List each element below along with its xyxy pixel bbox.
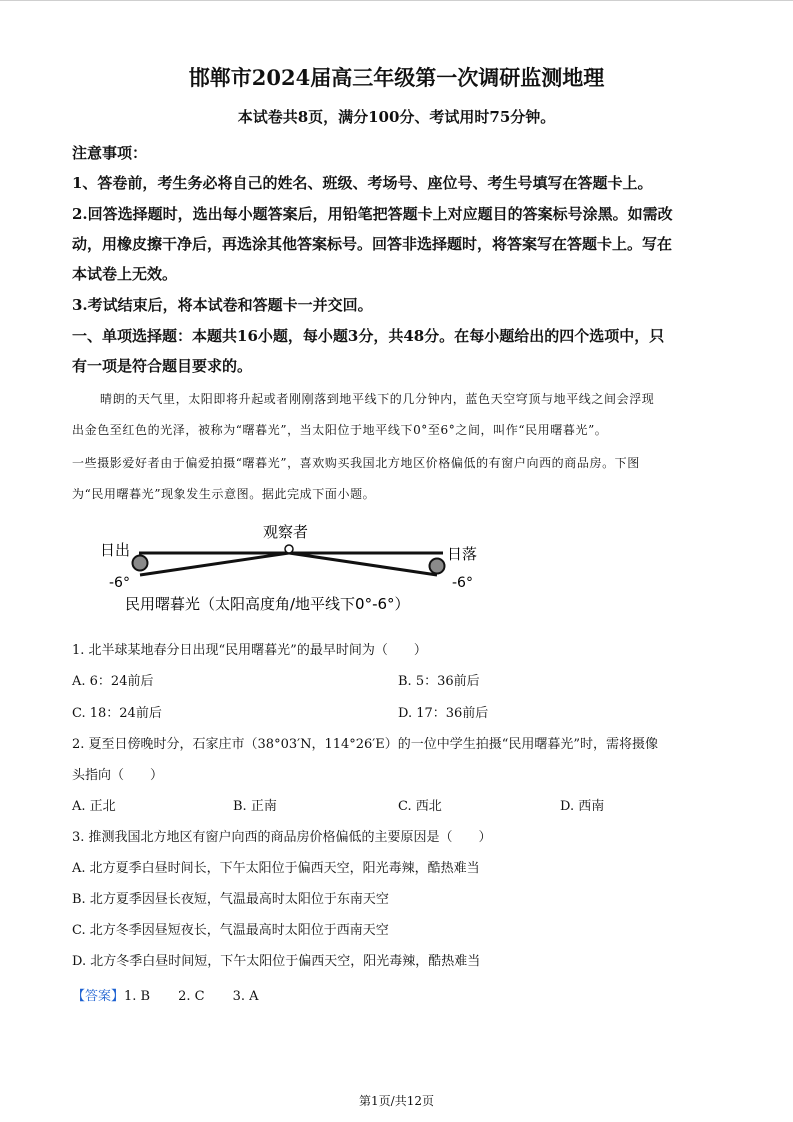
left-depression-line	[140, 553, 289, 575]
page-subtitle: 本试卷共8页，满分100分、考试用时75分钟。	[237, 108, 556, 126]
answer-2: 2. C	[178, 989, 205, 1004]
right-angle-label: -6°	[452, 575, 473, 591]
question-3-stem: 3. 推测我国北方地区有窗户向西的商品房价格偏低的主要原因是（ ）	[72, 830, 492, 845]
intro-line-3: 一些摄影爱好者由于偏爱拍摄“曙暮光”，喜欢购买我国北方地区价格偏低的有窗户向西的商品房。下图	[72, 456, 640, 470]
notes-item-2-line-1: 2.回答选择题时，选出每小题答案后，用铅笔把答题卡上对应题目的答案标号涂黑。如需改	[72, 205, 673, 223]
observer-label: 观察者	[263, 523, 309, 541]
answer-label: 【答案】	[72, 989, 125, 1004]
observer-point-icon	[285, 545, 293, 553]
notes-item-1: 1、答卷前，考生务必将自己的姓名、班级、考场号、座位号、考生号填写在答题卡上。	[72, 174, 653, 192]
twilight-diagram	[95, 515, 505, 620]
right-depression-line	[289, 553, 437, 575]
intro-line-1: 晴朗的天气里，太阳即将升起或者刚刚落到地平线下的几分钟内，蓝色天空穹顶与地平线之间会浮现	[100, 392, 655, 406]
question-3-option-b: B. 北方夏季因昼长夜短，气温最高时太阳位于东南天空	[72, 892, 389, 907]
question-2-option-c: C. 西北	[398, 799, 442, 814]
question-3-option-a: A. 北方夏季白昼时间长，下午太阳位于偏西天空，阳光毒辣，酷热难当	[72, 861, 480, 876]
intro-line-2: 出金色至红色的光泽，被称为“曙暮光”，当太阳位于地平线下0°至6°之间，叫作“民用曙暮光”。	[72, 423, 608, 437]
left-angle-label: -6°	[109, 575, 130, 591]
question-1-option-a: A. 6：24前后	[72, 674, 154, 689]
question-2-option-a: A. 正北	[72, 799, 116, 814]
question-3-option-d: D. 北方冬季白昼时间短，下午太阳位于偏西天空，阳光毒辣，酷热难当	[72, 954, 481, 969]
section-heading-line-2: 有一项是符合题目要求的。	[72, 357, 253, 375]
answer-1: 1. B	[124, 989, 151, 1004]
notes-heading: 注意事项：	[72, 144, 148, 162]
page-footer: 第1页/共12页	[359, 1094, 434, 1108]
diagram-caption: 民用曙暮光（太阳高度角/地平线下0°-6°）	[125, 595, 410, 613]
section-heading-line-1: 一、单项选择题：本题共16小题，每小题3分，共48分。在每小题给出的四个选项中，只	[72, 327, 665, 345]
question-1-option-d: D. 17：36前后	[398, 706, 489, 721]
answer-row	[72, 985, 259, 1004]
question-2-option-b: B. 正南	[233, 799, 277, 814]
sunrise-label: 日出	[100, 541, 131, 559]
page-title: 邯郸市2024届高三年级第一次调研监测地理	[188, 65, 605, 90]
question-2-stem-line-2: 头指向（ ）	[72, 768, 164, 783]
notes-item-2-line-3: 本试卷上无效。	[72, 265, 178, 283]
notes-item-2-line-2: 动，用橡皮擦干净后，再选涂其他答案标号。回答非选择题时，将答案写在答题卡上。写在	[72, 235, 673, 253]
answer-3: 3. A	[232, 989, 259, 1004]
question-2-option-d: D. 西南	[560, 799, 605, 814]
question-1-option-b: B. 5：36前后	[398, 674, 480, 689]
top-border	[0, 0, 793, 1]
sunset-label: 日落	[447, 545, 478, 563]
left-sun-icon	[133, 556, 148, 571]
intro-line-4: 为“民用曙暮光”现象发生示意图。据此完成下面小题。	[72, 487, 376, 501]
question-1-option-c: C. 18：24前后	[72, 706, 162, 721]
question-1-stem: 1. 北半球某地春分日出现“民用曙暮光”的最早时间为（ ）	[72, 643, 427, 658]
question-3-option-c: C. 北方冬季因昼短夜长，气温最高时太阳位于西南天空	[72, 923, 389, 938]
right-sun-icon	[430, 559, 445, 574]
question-2-stem-line-1: 2. 夏至日傍晚时分，石家庄市（38°03′N，114°26′E）的一位中学生拍摄“民用曙暮光”时，需将摄像	[72, 737, 659, 752]
notes-item-3: 3.考试结束后，将本试卷和答题卡一并交回。	[72, 296, 373, 314]
